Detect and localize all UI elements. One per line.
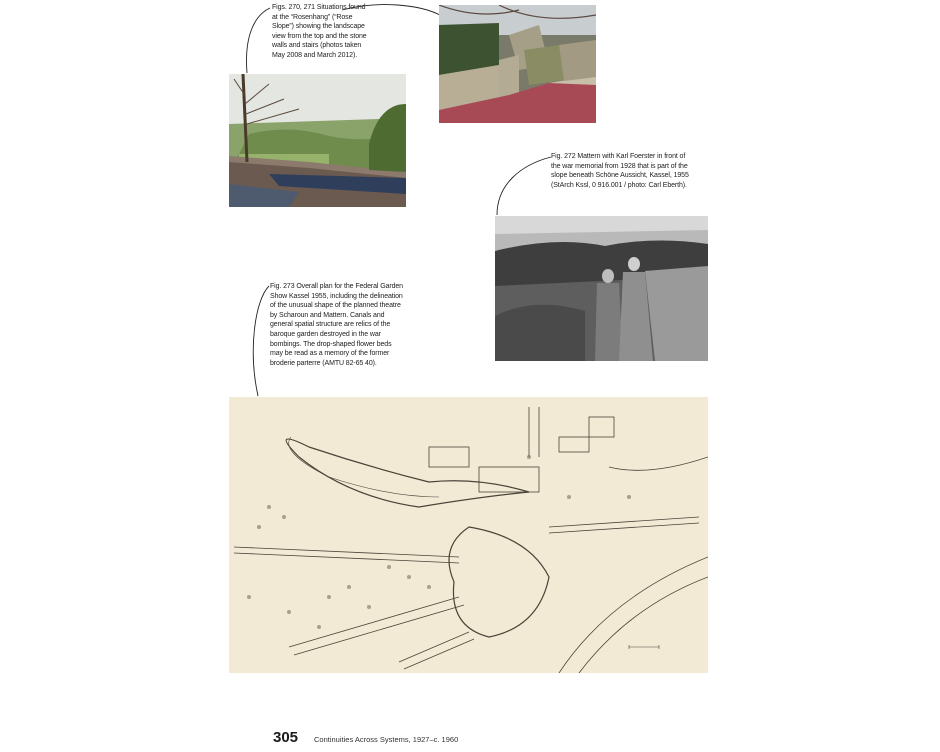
photo-mattern-foerster <box>495 216 708 361</box>
caption-fig-272: Fig. 272 Mattern with Karl Foerster in front of the war memorial from 1928 that is part of the slope beneath Schöne Aussicht, Kassel, 1955 (StArch Kssl, 0 916.001 / photo: Carl Eberth). <box>551 153 689 189</box>
caption-fig-270-271: Figs. 270, 271 Situations found at the “Rosenhang” (“Rose Slope”) showing the landscape view from the top and the stone walls and stairs (photos taken May 2008 and March 2012). <box>272 4 367 59</box>
caption-fig-273: Fig. 273 Overall plan for the Federal Garden Show Kassel 1955, including the delineation of the unusual shape of the planned theatre by Scharoun and Mattern. Canals and general spatial structure are relics of the baroque garden destroyed in the war bombings. The drop-shaped flower beds may be read as a memory of the former broderie parterre (AMTU 82-65 40). <box>270 283 403 367</box>
running-title: Continuities Across Systems, 1927–c. 1960 <box>314 735 459 744</box>
plan-federal-garden-show <box>229 397 708 673</box>
photo-landscape-view <box>229 74 406 207</box>
page-number: 305 <box>273 729 299 746</box>
photo-stone-stairs <box>439 5 596 123</box>
